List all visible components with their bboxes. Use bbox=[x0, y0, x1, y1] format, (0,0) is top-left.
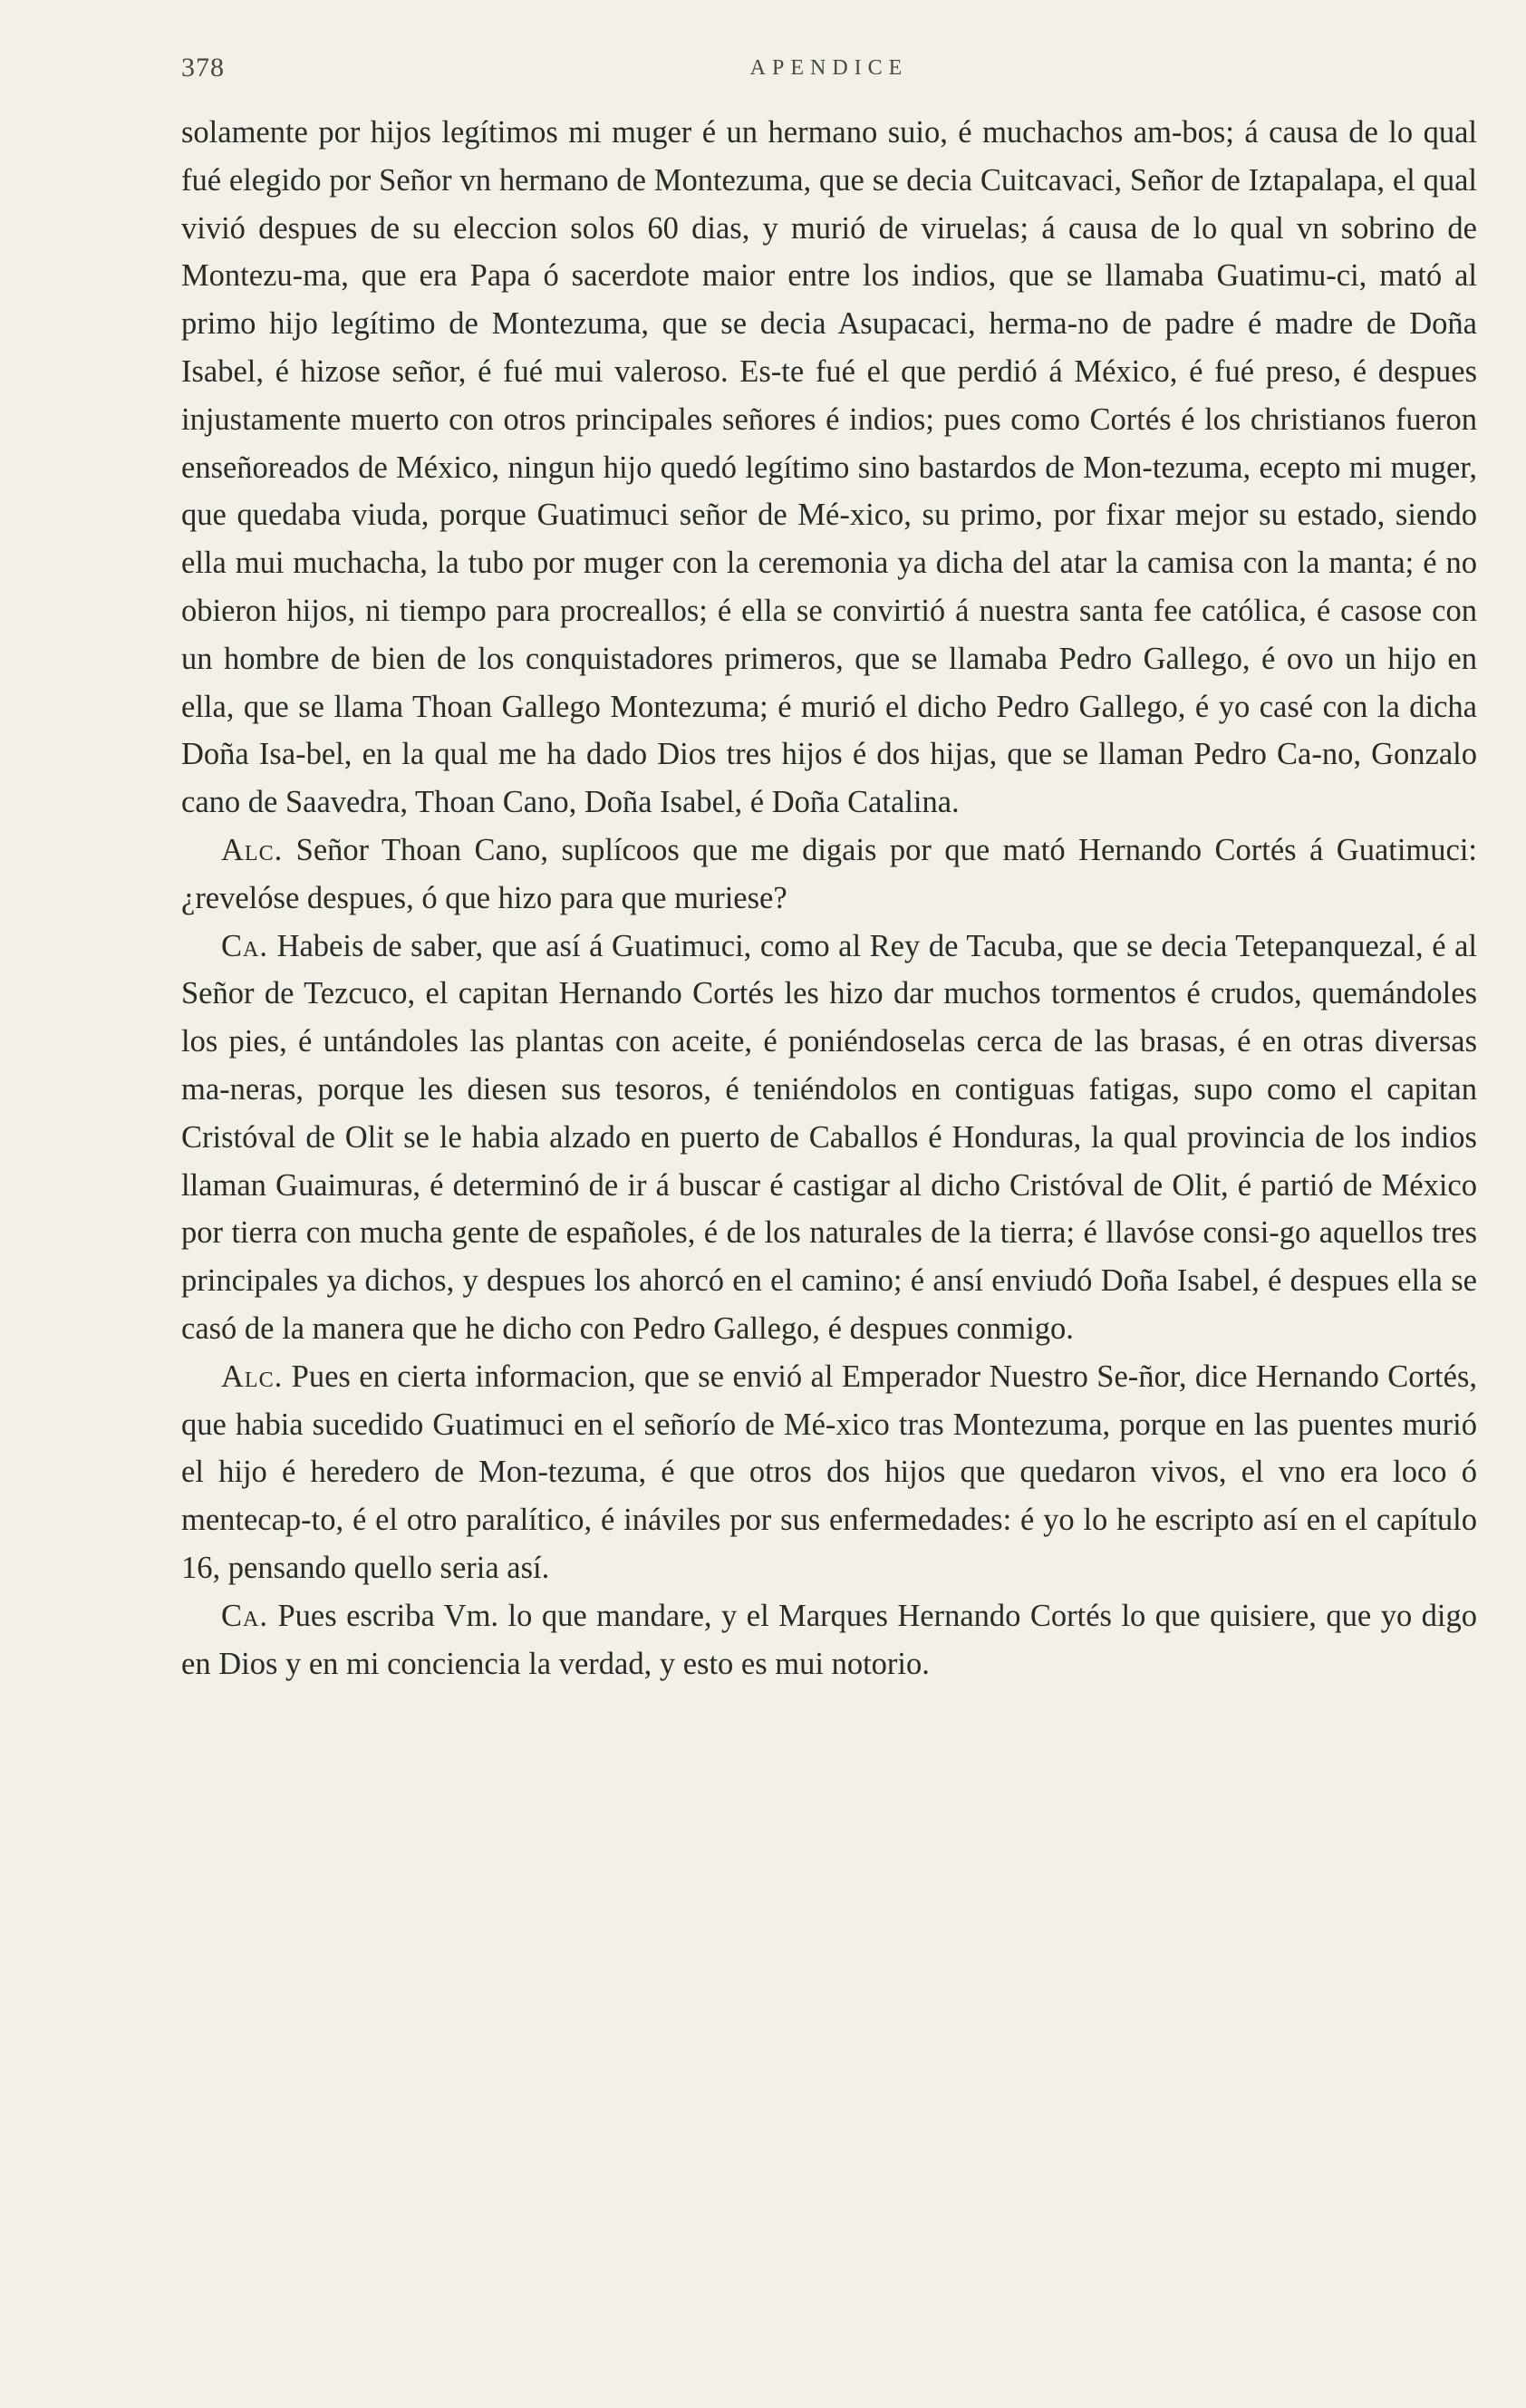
dialog-paragraph-ca-2 bbox=[181, 1592, 1477, 1688]
paragraph-text: solamente por hijos legítimos mi muger é un hermano suio, é muchachos am-bos; á causa de lo qual fué elegido por Señor vn hermano de Montezuma, que se decia Cuitcavaci, Señor de Iztapalapa, el qual vivió despues de su eleccion solos 60 dias, y murió de viruelas; á causa de lo qual vn sobrino de Montezu-ma, que era Papa ó sacerdote maior entre los indios, que se llamaba Guatimu-ci, mató al primo hijo legítimo de Montezuma, que se decia Asupacaci, herma-no de padre é madre de Doña Isabel, é hizose señor, é fué mui valeroso. Es-te fué el que perdió á México, é fué preso, é despues injustamente muerto con otros principales señores é indios; pues como Cortés é los christianos fueron enseñoreados de México, ningun hijo quedó legítimo sino bastardos de Mon-tezuma, ecepto mi muger, que quedaba viuda, porque Guatimuci señor de Mé-xico, su primo, por fixar mejor su estado, siendo ella mui muchacha, la tubo por muger con la ceremonia ya dicha del atar la camisa con la manta; é no obieron hijos, ni tiempo para procreallos; é ella se convirtió á nuestra santa fee católica, é casose con un hombre de bien de los conquistadores primeros, que se llamaba Pedro Gallego, é ovo un hijo en ella, que se llama Thoan Gallego Montezuma; é murió el dicho Pedro Gallego, é yo casé con la dicha Doña Isa-bel, en la qual me ha dado Dios tres hijos é dos hijas, que se llaman Pedro Ca-no, Gonzalo cano de Saavedra, Thoan Cano, Doña Isabel, é Doña Catalina. bbox=[181, 115, 1477, 820]
paragraph-text: Habeis de saber, que así á Guatimuci, como al Rey de Tacuba, que se decia Tetepanquezal, é al Señor de Tezcuco, el capitan Hernando Cortés les hizo dar muchos tormentos é crudos, quemándoles los pies, é untándoles las plantas con aceite, é poniéndoselas cerca de las brasas, é en otras diversas ma-neras, porque les diesen sus tesoros, é teniéndolos en contiguas fatigas, supo como el capitan Cristóval de Olit se le habia alzado en puerto de Caballos é Honduras, la qual provincia de los indios llaman Guaimuras, é determinó de ir á buscar é castigar al dicho Cristóval de Olit, é partió de México por tierra con mucha gente de españoles, é de los naturales de la tierra; é llavóse consi-go aquellos tres principales ya dichos, y despues los ahorcó en el camino; é ansí enviudó Doña Isabel, é despues ella se casó de la manera que he dicho con Pedro Gallego, é despues conmigo. bbox=[181, 928, 1478, 1346]
speaker-label: Alc. bbox=[221, 1359, 284, 1394]
dialog-paragraph-alc-1 bbox=[181, 827, 1477, 923]
speaker-label: Ca. bbox=[221, 928, 268, 963]
running-title: APENDICE bbox=[749, 56, 909, 80]
paragraph-continuation bbox=[181, 109, 1477, 827]
paragraph-text: Pues escriba Vm. lo que mandare, y el Marques Hernando Cortés lo que quisiere, que yo digo en Dios y en mi conciencia la verdad, y esto es mui notorio. bbox=[181, 1598, 1478, 1681]
paragraph-text: Señor Thoan Cano, suplícoos que me digais por que mató Hernando Cortés á Guatimuci: ¿revelóse despues, ó que hizo para que muriese? bbox=[181, 832, 1478, 915]
speaker-label: Alc. bbox=[221, 832, 284, 867]
book-page bbox=[181, 53, 1477, 1688]
dialog-paragraph-ca-1 bbox=[181, 923, 1477, 1353]
body-text bbox=[181, 109, 1477, 1688]
paragraph-text: Pues en cierta informacion, que se envió al Emperador Nuestro Se-ñor, dice Hernando Cortés, que habia sucedido Guatimuci en el señorío de Mé-xico tras Montezuma, porque en las puentes murió el hijo é heredero de Mon-tezuma, é que otros dos hijos que quedaron vivos, el vno era loco ó mentecap-to, é el otro paralítico, é ináviles por sus enfermedades: é yo lo he escripto así en el capítulo 16, pensando quello seria así. bbox=[181, 1359, 1477, 1585]
dialog-paragraph-alc-2 bbox=[181, 1353, 1477, 1592]
page-number: 378 bbox=[181, 53, 225, 82]
speaker-label: Ca. bbox=[221, 1598, 268, 1633]
running-head bbox=[181, 53, 1477, 92]
